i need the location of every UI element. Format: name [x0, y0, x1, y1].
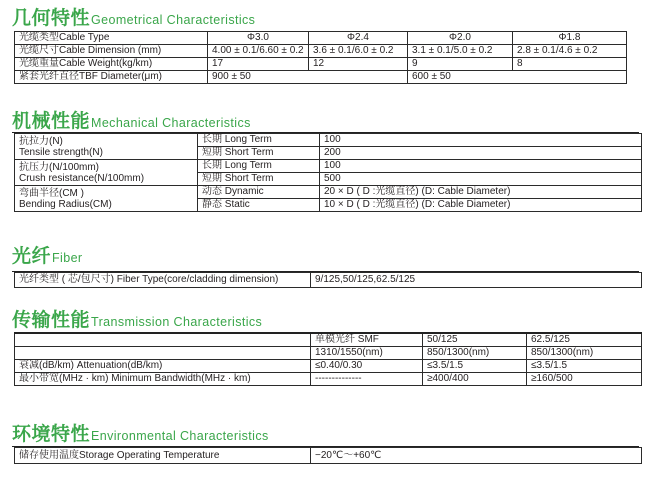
section-title-fiber — [12, 247, 83, 266]
wavelength-cell: 850/1300(nm) — [423, 347, 527, 360]
section-title-en: Fiber — [52, 251, 83, 265]
term-label: 长期 Long Term — [198, 134, 320, 147]
table-row — [15, 160, 642, 173]
term-label: 短期 Short Term — [198, 173, 320, 186]
table-cell — [15, 333, 311, 347]
table-cell: 100 — [320, 160, 642, 173]
section-title-zh: 机械性能 — [12, 111, 91, 132]
term-label: 静态 Static — [198, 199, 320, 212]
section-title-en: Geometrical Characteristics — [91, 13, 256, 27]
row-label: 光纤类型 ( 芯/包尺寸) Fiber Type(core/cladding dimension) — [15, 273, 311, 288]
table-cell: 200 — [320, 147, 642, 160]
wavelength-cell: 1310/1550(nm) — [311, 347, 423, 360]
geometrical-table — [14, 31, 627, 84]
table-cell: 9/125,50/125,62.5/125 — [311, 273, 642, 288]
table-row — [15, 333, 642, 347]
table-cell: ≤0.40/0.30 — [311, 360, 423, 373]
table-row — [15, 45, 627, 58]
table-row — [15, 134, 642, 147]
row-label — [15, 134, 198, 160]
table-row — [15, 186, 642, 199]
row-label — [15, 186, 198, 212]
label-zh: 弯曲半径(CM ) — [19, 187, 84, 199]
table-cell: 500 — [320, 173, 642, 186]
row-label: 衰减(dB/km) Attenuation(dB/km) — [15, 360, 311, 373]
section-title-zh: 几何特性 — [12, 8, 91, 29]
label-en: Bending Radius(CM) — [19, 198, 112, 210]
row-label: 储存使用温度Storage Operating Temperature — [15, 448, 311, 464]
table-cell: 9 — [408, 58, 513, 71]
environmental-table — [14, 447, 642, 464]
table-cell: 3.6 ± 0.1/6.0 ± 0.2 — [309, 45, 408, 58]
table-cell: 17 — [208, 58, 309, 71]
row-label: 光缆重量Cable Weight(kg/km) — [15, 58, 208, 71]
label-zh: 抗压力(N/100mm) — [19, 161, 100, 173]
table-row — [15, 58, 627, 71]
table-row — [15, 273, 642, 288]
table-row — [15, 373, 642, 386]
row-label: 光缆类型Cable Type — [15, 32, 208, 45]
table-row — [15, 32, 627, 45]
transmission-table — [14, 332, 642, 386]
label-en: Tensile strength(N) — [19, 146, 103, 158]
table-cell: Φ2.4 — [309, 32, 408, 45]
table-cell: Φ1.8 — [513, 32, 627, 45]
table-cell: ≤3.5/1.5 — [527, 360, 642, 373]
label-zh: 抗拉力(N) — [19, 135, 63, 147]
column-header: 62.5/125 — [527, 333, 642, 347]
table-cell: 900 ± 50 — [208, 71, 408, 84]
section-title-environmental — [12, 425, 269, 444]
table-cell: 8 — [513, 58, 627, 71]
section-title-zh: 环境特性 — [12, 424, 91, 445]
fiber-table — [14, 272, 642, 288]
table-cell: 2.8 ± 0.1/4.6 ± 0.2 — [513, 45, 627, 58]
term-label: 长期 Long Term — [198, 160, 320, 173]
row-label: 最小带宽(MHz · km) Minimum Bandwidth(MHz · km) — [15, 373, 311, 386]
table-cell: ≤3.5/1.5 — [423, 360, 527, 373]
wavelength-cell: 850/1300(nm) — [527, 347, 642, 360]
section-title-en: Mechanical Characteristics — [91, 116, 251, 130]
term-label: 动态 Dynamic — [198, 186, 320, 199]
section-title-zh: 光纤 — [12, 246, 52, 267]
row-label — [15, 160, 198, 186]
term-label: 短期 Short Term — [198, 147, 320, 160]
section-title-mechanical — [12, 112, 251, 131]
table-cell: 10 × D ( D :光缆直径) (D: Cable Diameter) — [320, 199, 642, 212]
table-cell: Φ3.0 — [208, 32, 309, 45]
table-cell — [15, 347, 311, 360]
section-title-en: Transmission Characteristics — [91, 315, 263, 329]
table-cell: 4.00 ± 0.1/6.60 ± 0.2 — [208, 45, 309, 58]
table-cell: 600 ± 50 — [408, 71, 627, 84]
column-header: 50/125 — [423, 333, 527, 347]
table-cell: 3.1 ± 0.1/5.0 ± 0.2 — [408, 45, 513, 58]
mechanical-table — [14, 133, 642, 212]
table-row — [15, 360, 642, 373]
table-cell: −20℃～+60℃ — [311, 448, 642, 464]
table-cell: -------------- — [311, 373, 423, 386]
section-title-en: Environmental Characteristics — [91, 429, 269, 443]
row-label: 紧套光纤直径TBF Diameter(μm) — [15, 71, 208, 84]
table-cell: 100 — [320, 134, 642, 147]
table-cell: Φ2.0 — [408, 32, 513, 45]
column-header: 单模光纤 SMF — [311, 333, 423, 347]
table-cell: ≥400/400 — [423, 373, 527, 386]
section-title-zh: 传输性能 — [12, 310, 91, 331]
section-title-geometrical — [12, 9, 255, 28]
table-row — [15, 347, 642, 360]
label-en: Crush resistance(N/100mm) — [19, 172, 145, 184]
section-title-transmission — [12, 311, 262, 330]
table-cell: ≥160/500 — [527, 373, 642, 386]
table-row — [15, 448, 642, 464]
table-cell: 12 — [309, 58, 408, 71]
row-label: 光缆尺寸Cable Dimension (mm) — [15, 45, 208, 58]
table-cell: 20 × D ( D :光缆直径) (D: Cable Diameter) — [320, 186, 642, 199]
table-row — [15, 71, 627, 84]
